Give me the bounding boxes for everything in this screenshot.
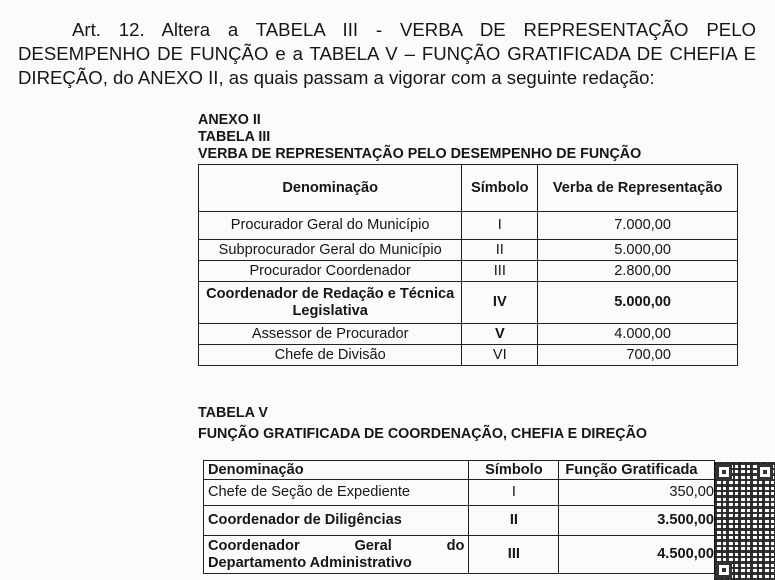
cell-simbolo: V	[462, 324, 538, 345]
table5-header-denominacao: Denominação	[204, 461, 469, 480]
cell-valor: 2.800,00	[538, 261, 738, 282]
cell-valor: 4.000,00	[538, 324, 738, 345]
table-row	[204, 480, 715, 506]
cell-denominacao: Procurador Geral do Município	[199, 212, 462, 240]
cell-denominacao: Coordenador de Diligências	[204, 506, 469, 536]
cell-denominacao: Coordenador de Redação e Técnica Legislativa	[199, 282, 462, 324]
cell-valor: 350,00	[559, 480, 715, 506]
table5-label: TABELA V	[198, 405, 268, 421]
table3-header-row	[199, 165, 738, 212]
cell-valor: 5.000,00	[538, 240, 738, 261]
table-row	[199, 261, 738, 282]
cell-simbolo: I	[469, 480, 559, 506]
word: do	[446, 537, 465, 554]
table3-title: VERBA DE REPRESENTAÇÃO PELO DESEMPENHO DE FUNÇÃO	[198, 146, 642, 162]
cell-denominacao: Subprocurador Geral do Município	[199, 240, 462, 261]
table5	[203, 460, 715, 574]
table3-header-verba: Verba de Representação	[538, 165, 738, 212]
table-row	[199, 212, 738, 240]
table-row	[199, 345, 738, 366]
annex-heading: ANEXO II	[198, 112, 261, 128]
cell-simbolo: IV	[462, 282, 538, 324]
table5-header-row	[204, 461, 715, 480]
table5-title: FUNÇÃO GRATIFICADA DE COORDENAÇÃO, CHEFIA E DIREÇÃO	[198, 426, 648, 442]
qr-finder	[716, 562, 732, 578]
cell-valor: 4.500,00	[559, 536, 715, 574]
qr-finder	[757, 464, 773, 480]
qr-finder	[716, 464, 732, 480]
word: Geral	[354, 537, 392, 554]
cell-valor: 7.000,00	[538, 212, 738, 240]
cell-simbolo: III	[469, 536, 559, 574]
cell-line-justified	[208, 538, 464, 555]
article-text: Art. 12. Altera a TABELA III - VERBA DE REPRESENTAÇÃO PELO DESEMPENHO DE FUNÇÃO e a TABELA V – FUNÇÃO GRATIFICADA DE CHEFIA E DIREÇÃO, do ANEXO II, as quais passam a vigorar com a seguinte redação:	[18, 19, 756, 88]
cell-simbolo: III	[462, 261, 538, 282]
table-row	[199, 240, 738, 261]
table5-header-simbolo: Símbolo	[469, 461, 559, 480]
cell-line-2: Departamento Administrativo	[208, 554, 412, 571]
table-row	[204, 536, 715, 574]
table-row	[199, 282, 738, 324]
cell-denominacao: Chefe de Divisão	[199, 345, 462, 366]
cell-denominacao: Procurador Coordenador	[199, 261, 462, 282]
cell-valor: 5.000,00	[538, 282, 738, 324]
cell-simbolo: I	[462, 212, 538, 240]
table3-header-simbolo: Símbolo	[462, 165, 538, 212]
table3	[198, 164, 738, 366]
cell-denominacao	[204, 536, 469, 574]
cell-simbolo: II	[469, 506, 559, 536]
cell-simbolo: VI	[462, 345, 538, 366]
cell-valor: 700,00	[538, 345, 738, 366]
qr-code	[714, 462, 775, 580]
cell-simbolo: II	[462, 240, 538, 261]
cell-denominacao: Assessor de Procurador	[199, 324, 462, 345]
article-paragraph	[18, 18, 756, 90]
table3-label: TABELA III	[198, 129, 271, 145]
table5-header-funcao: Função Gratificada	[559, 461, 715, 480]
table-row	[199, 324, 738, 345]
table3-header-denominacao: Denominação	[199, 165, 462, 212]
word: Coordenador	[208, 537, 300, 554]
cell-denominacao: Chefe de Seção de Expediente	[204, 480, 469, 506]
cell-valor: 3.500,00	[559, 506, 715, 536]
table-row	[204, 506, 715, 536]
